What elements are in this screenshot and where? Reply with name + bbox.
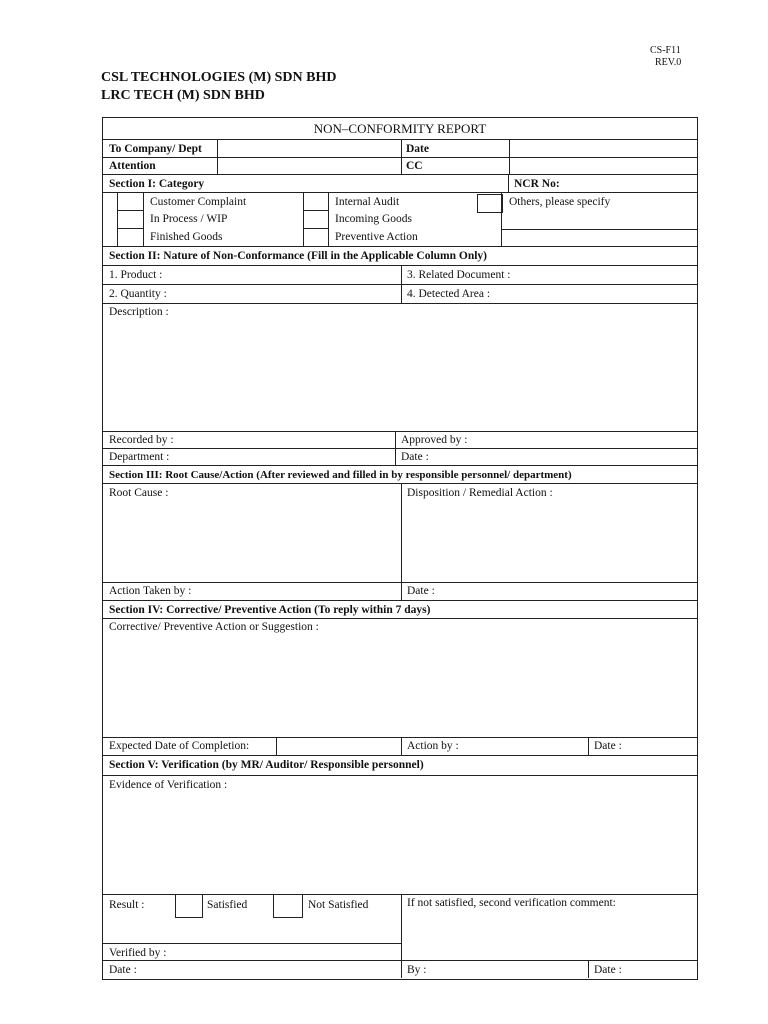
rule <box>102 483 698 484</box>
cc-label: CC <box>406 160 423 172</box>
department-label: Department : <box>109 451 170 463</box>
rule <box>303 210 328 211</box>
rule <box>303 228 328 229</box>
rule <box>102 737 698 738</box>
rule <box>102 265 698 266</box>
rule <box>102 582 698 583</box>
in-process-label: In Process / WIP <box>150 213 228 225</box>
rule <box>102 139 698 140</box>
rule <box>508 174 509 192</box>
recorded-by-label: Recorded by : <box>109 434 174 446</box>
section-2-title: Section II: Nature of Non-Conformance (Fill in the Applicable Column Only) <box>109 250 488 262</box>
rule <box>102 775 698 776</box>
verified-by-label: Verified by : <box>109 947 167 959</box>
expected-date-label: Expected Date of Completion: <box>109 740 250 752</box>
rule <box>102 448 698 449</box>
rule <box>102 960 698 961</box>
section-5-date-right-label: Date : <box>594 964 622 976</box>
rule <box>401 139 402 174</box>
report-title: NON–CONFORMITY REPORT <box>313 121 487 136</box>
company-name-2: LRC TECH (M) SDN BHD <box>101 88 265 103</box>
by-label: By : <box>407 964 427 976</box>
section-3-date-label: Date : <box>407 585 435 597</box>
rule <box>509 139 510 174</box>
rule <box>102 618 698 619</box>
result-label: Result : <box>109 899 145 911</box>
rule <box>102 755 698 756</box>
rule <box>401 894 698 895</box>
incoming-goods-label: Incoming Goods <box>335 213 412 225</box>
rule <box>117 192 118 246</box>
rule <box>401 483 402 600</box>
rule <box>401 265 402 303</box>
evidence-label: Evidence of Verification : <box>109 779 228 791</box>
others-checkbox[interactable] <box>477 194 503 213</box>
finished-goods-label: Finished Goods <box>150 231 223 243</box>
rule <box>217 139 218 174</box>
rule <box>102 303 698 304</box>
description-label: Description : <box>109 306 169 318</box>
rule <box>102 894 401 895</box>
rule <box>102 246 698 247</box>
disposition-label: Disposition / Remedial Action : <box>407 487 553 499</box>
rule <box>102 157 698 158</box>
rule <box>102 943 401 944</box>
rule <box>501 229 698 230</box>
rule <box>102 192 698 193</box>
to-company-label: To Company/ Dept <box>109 143 202 155</box>
internal-audit-label: Internal Audit <box>335 196 400 208</box>
rule <box>102 465 698 466</box>
rule <box>117 210 143 211</box>
section-5-date-label: Date : <box>109 964 137 976</box>
not-satisfied-checkbox[interactable] <box>273 894 303 918</box>
action-by-label: Action by : <box>407 740 459 752</box>
rule <box>102 284 698 285</box>
related-document-label: 3. Related Document : <box>407 269 511 281</box>
section-3-title: Section III: Root Cause/Action (After reviewed and filled in by responsible personnel/ department) <box>109 469 572 481</box>
action-taken-by-label: Action Taken by : <box>109 585 192 597</box>
detected-area-label: 4. Detected Area : <box>407 288 491 300</box>
section-1-title: Section I: Category <box>109 178 205 190</box>
second-verification-label: If not satisfied, second verification comment: <box>407 897 616 909</box>
rule <box>303 192 304 246</box>
rule <box>117 228 143 229</box>
satisfied-checkbox[interactable] <box>175 894 203 918</box>
preventive-action-label: Preventive Action <box>335 231 418 243</box>
section-2-date-label: Date : <box>401 451 429 463</box>
approved-by-label: Approved by : <box>401 434 468 446</box>
section-5-title: Section V: Verification (by MR/ Auditor/ Responsible personnel) <box>109 759 424 771</box>
customer-complaint-label: Customer Complaint <box>150 196 247 208</box>
rule <box>401 737 402 755</box>
company-name-1: CSL TECHNOLOGIES (M) SDN BHD <box>101 70 337 85</box>
section-4-date-label: Date : <box>594 740 622 752</box>
rule <box>395 431 396 465</box>
rule <box>276 737 277 755</box>
others-label: Others, please specify <box>509 196 611 208</box>
rule <box>102 600 698 601</box>
rule <box>401 894 402 978</box>
ncr-no-label: NCR No: <box>514 178 560 190</box>
form-code: CS-F11 <box>650 45 681 56</box>
rule <box>328 192 329 246</box>
revision-label: REV.0 <box>655 57 682 68</box>
rule <box>588 737 589 755</box>
quantity-label: 2. Quantity : <box>109 288 167 300</box>
date-label: Date <box>406 143 429 155</box>
root-cause-label: Root Cause : <box>109 487 169 499</box>
rule <box>588 960 589 978</box>
rule <box>102 431 698 432</box>
attention-label: Attention <box>109 160 156 172</box>
product-label: 1. Product : <box>109 269 163 281</box>
satisfied-label: Satisfied <box>207 899 248 911</box>
suggestion-label: Corrective/ Preventive Action or Suggestion : <box>109 621 319 633</box>
section-4-title: Section IV: Corrective/ Preventive Action (To reply within 7 days) <box>109 604 431 616</box>
rule <box>143 192 144 246</box>
not-satisfied-label: Not Satisfied <box>308 899 369 911</box>
rule <box>102 174 698 175</box>
